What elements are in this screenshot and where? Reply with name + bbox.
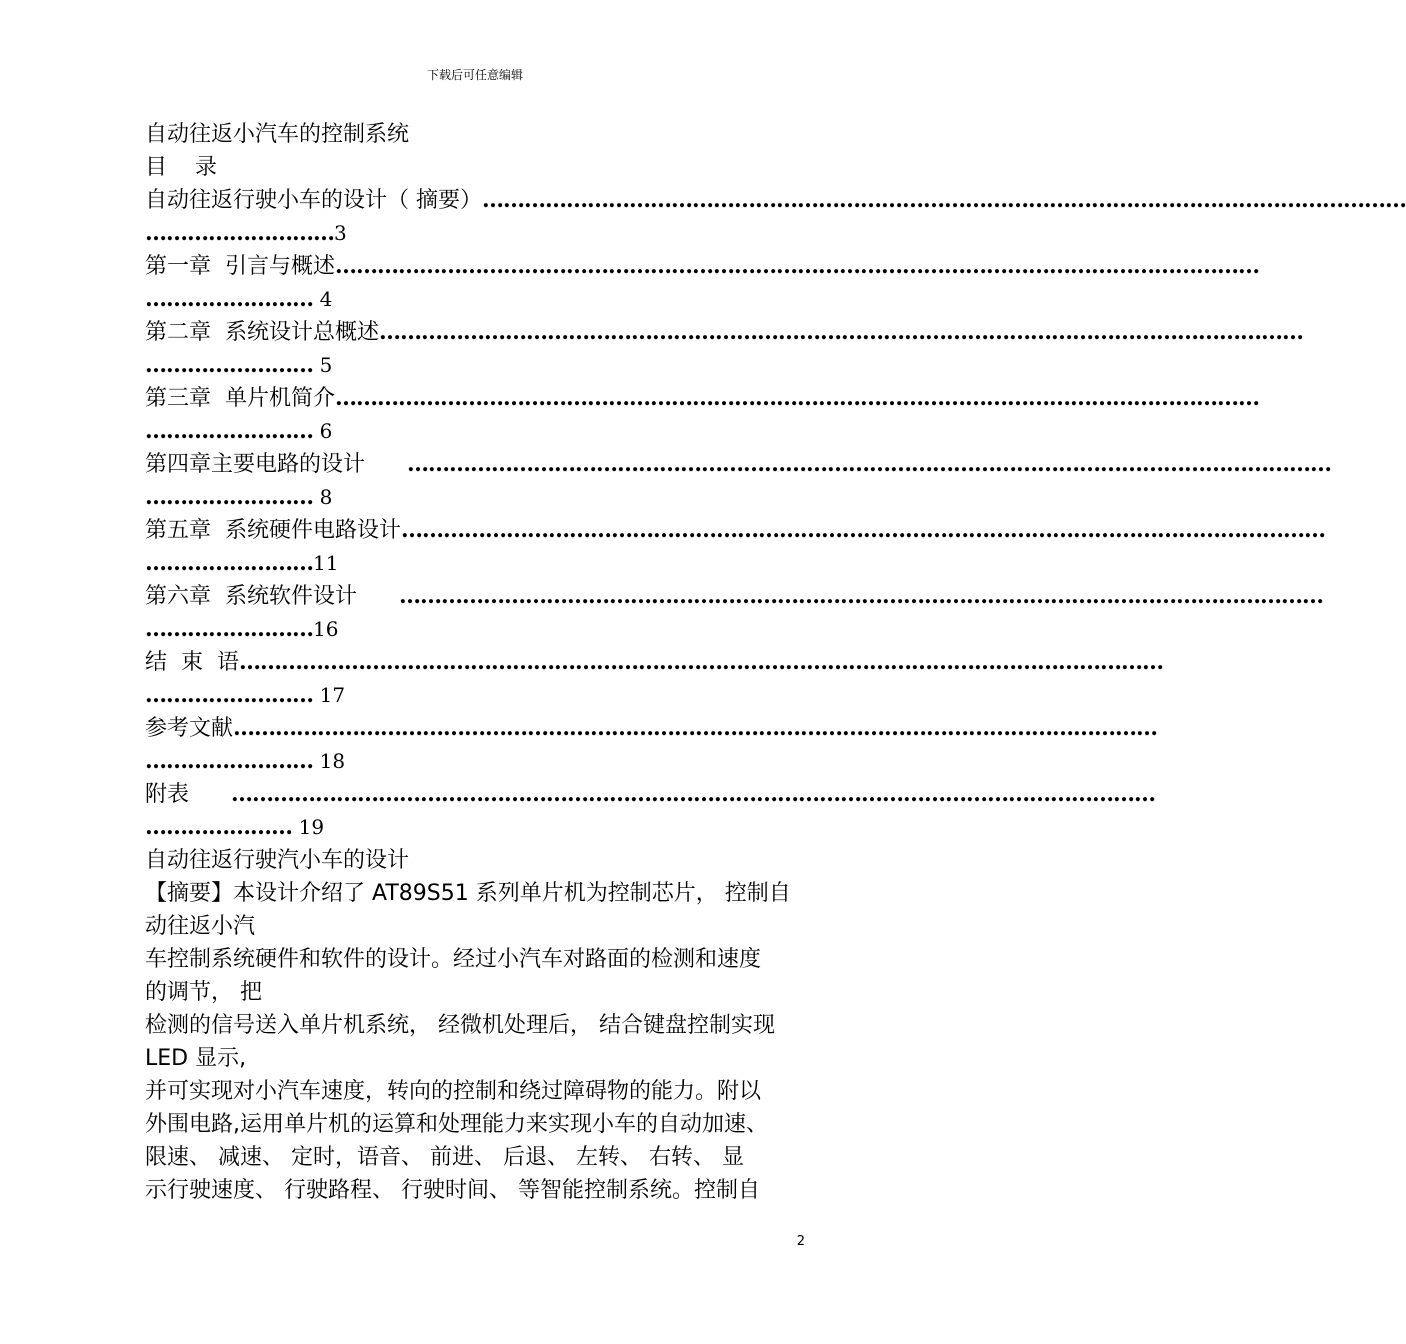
- toc-page-number: 6: [319, 419, 333, 443]
- toc-entry-continuation: [145, 811, 807, 844]
- toc-leader-dots: ……………………………………………………………………………………………………………………: [335, 253, 1259, 279]
- abstract-line: LED 显示,: [145, 1046, 247, 1071]
- toc-leader-dots: ………………………: [145, 220, 334, 246]
- abstract: [145, 877, 807, 1207]
- toc-entry-continuation: [145, 349, 807, 382]
- abstract-line: 【摘要】本设计介绍了 AT89S51 系列单片机为控制芯片， 控制自: [145, 881, 791, 906]
- toc-entry[interactable]: [145, 184, 1406, 217]
- toc-leader-dots: ……………………………………………………………………………………………………………………: [238, 649, 1163, 675]
- toc-leader-dots: ……………………………………………………………………………………………………………………: [230, 781, 1155, 807]
- toc-entry-title: 第二章 系统设计总概述: [145, 320, 379, 345]
- toc-heading: 目 录: [145, 155, 217, 180]
- toc-leader-dots: ……………………: [145, 550, 313, 576]
- toc-leader-dots: ……………………: [145, 418, 320, 444]
- toc-entry[interactable]: [145, 382, 1259, 415]
- abstract-line: 限速、 减速、 定时，语音、 前进、 后退、 左转、 右转、 显: [145, 1145, 744, 1170]
- section-title: 自动往返行驶汽小车的设计: [145, 848, 410, 873]
- page-number: 2: [796, 1234, 805, 1249]
- toc-leader-dots: …………………: [145, 814, 299, 840]
- toc-page-number: 5: [319, 353, 333, 377]
- toc-entry-continuation: [145, 547, 807, 580]
- toc-entry-title: 第四章主要电路的设计: [145, 452, 407, 477]
- toc-leader-dots: ……………………: [145, 682, 320, 708]
- toc-entry-title: 第五章 系统硬件电路设计: [145, 518, 401, 543]
- toc-entry[interactable]: [145, 448, 1331, 481]
- toc-leader-dots: ……………………………………………………………………………………………………………………: [401, 517, 1325, 543]
- toc-entry-continuation: [145, 613, 807, 646]
- toc-entry-continuation: [145, 745, 807, 778]
- toc-entry[interactable]: [145, 778, 1155, 811]
- table-of-contents: [145, 184, 1406, 844]
- toc-entry-title: 结 束 语: [145, 650, 239, 675]
- toc-entry-title: 自动往返行驶小车的设计（ 摘要）: [145, 188, 482, 213]
- document-title: 自动往返小汽车的控制系统: [145, 122, 410, 147]
- toc-leader-dots: ……………………………………………………………………………………………………………………: [335, 385, 1259, 411]
- toc-page-number: 16: [313, 617, 339, 641]
- toc-entry-title: 第三章 单片机简介: [145, 386, 335, 411]
- toc-entry[interactable]: [145, 712, 1158, 745]
- abstract-line: 的调节， 把: [145, 980, 262, 1005]
- toc-entry-continuation: [145, 283, 807, 316]
- abstract-line: 外围电路,运用单片机的运算和处理能力来实现小车的自动加速、: [145, 1112, 768, 1137]
- toc-entry-continuation: [145, 415, 807, 448]
- toc-leader-dots: ……………………………………………………………………………………………………………………: [406, 451, 1331, 477]
- toc-entry-continuation: [145, 481, 807, 514]
- toc-leader-dots: ……………………………………………………………………………………………………………………: [482, 187, 1406, 213]
- toc-leader-dots: ……………………: [145, 748, 320, 774]
- toc-entry[interactable]: [145, 514, 1325, 547]
- toc-entry[interactable]: [145, 580, 1323, 613]
- toc-leader-dots: ……………………: [145, 484, 320, 510]
- toc-page-number: 19: [298, 815, 325, 839]
- toc-entry-continuation: [145, 217, 807, 250]
- toc-leader-dots: ……………………: [145, 616, 313, 642]
- toc-page-number: 8: [319, 485, 333, 509]
- toc-leader-dots: ……………………………………………………………………………………………………………………: [233, 715, 1158, 741]
- abstract-line: 示行驶速度、 行驶路程、 行驶时间、 等智能控制系统。控制自: [145, 1178, 760, 1203]
- toc-leader-dots: ……………………: [145, 286, 320, 312]
- abstract-line: 动往返小汽: [145, 914, 256, 939]
- toc-entry-continuation: [145, 679, 807, 712]
- toc-page-number: 17: [319, 683, 346, 707]
- document-body: [145, 118, 1406, 1207]
- abstract-line: 检测的信号送入单片机系统， 经微机处理后， 结合键盘控制实现: [145, 1013, 775, 1038]
- toc-page-number: 3: [334, 221, 347, 245]
- toc-page-number: 18: [319, 749, 346, 773]
- toc-entry-title: 第一章 引言与概述: [145, 254, 335, 279]
- abstract-line: 并可实现对小汽车速度，转向的控制和绕过障碍物的能力。附以: [145, 1079, 762, 1104]
- toc-entry[interactable]: [145, 646, 1163, 679]
- toc-entry-title: 参考文献: [145, 716, 234, 741]
- toc-page-number: 4: [319, 287, 333, 311]
- abstract-line: 车控制系统硬件和软件的设计。经过小汽车对路面的检测和速度: [145, 947, 762, 972]
- toc-entry-title: 第六章 系统软件设计: [145, 584, 399, 609]
- toc-entry[interactable]: [145, 250, 1259, 283]
- toc-leader-dots: ……………………………………………………………………………………………………………………: [398, 583, 1323, 609]
- toc-entry-title: 附表: [145, 782, 231, 807]
- page-header: 下载后可任意编辑: [426, 68, 523, 82]
- toc-leader-dots: ……………………………………………………………………………………………………………………: [379, 319, 1303, 345]
- toc-page-number: 11: [313, 551, 339, 575]
- toc-leader-dots: ……………………: [145, 352, 320, 378]
- toc-entry[interactable]: [145, 316, 1303, 349]
